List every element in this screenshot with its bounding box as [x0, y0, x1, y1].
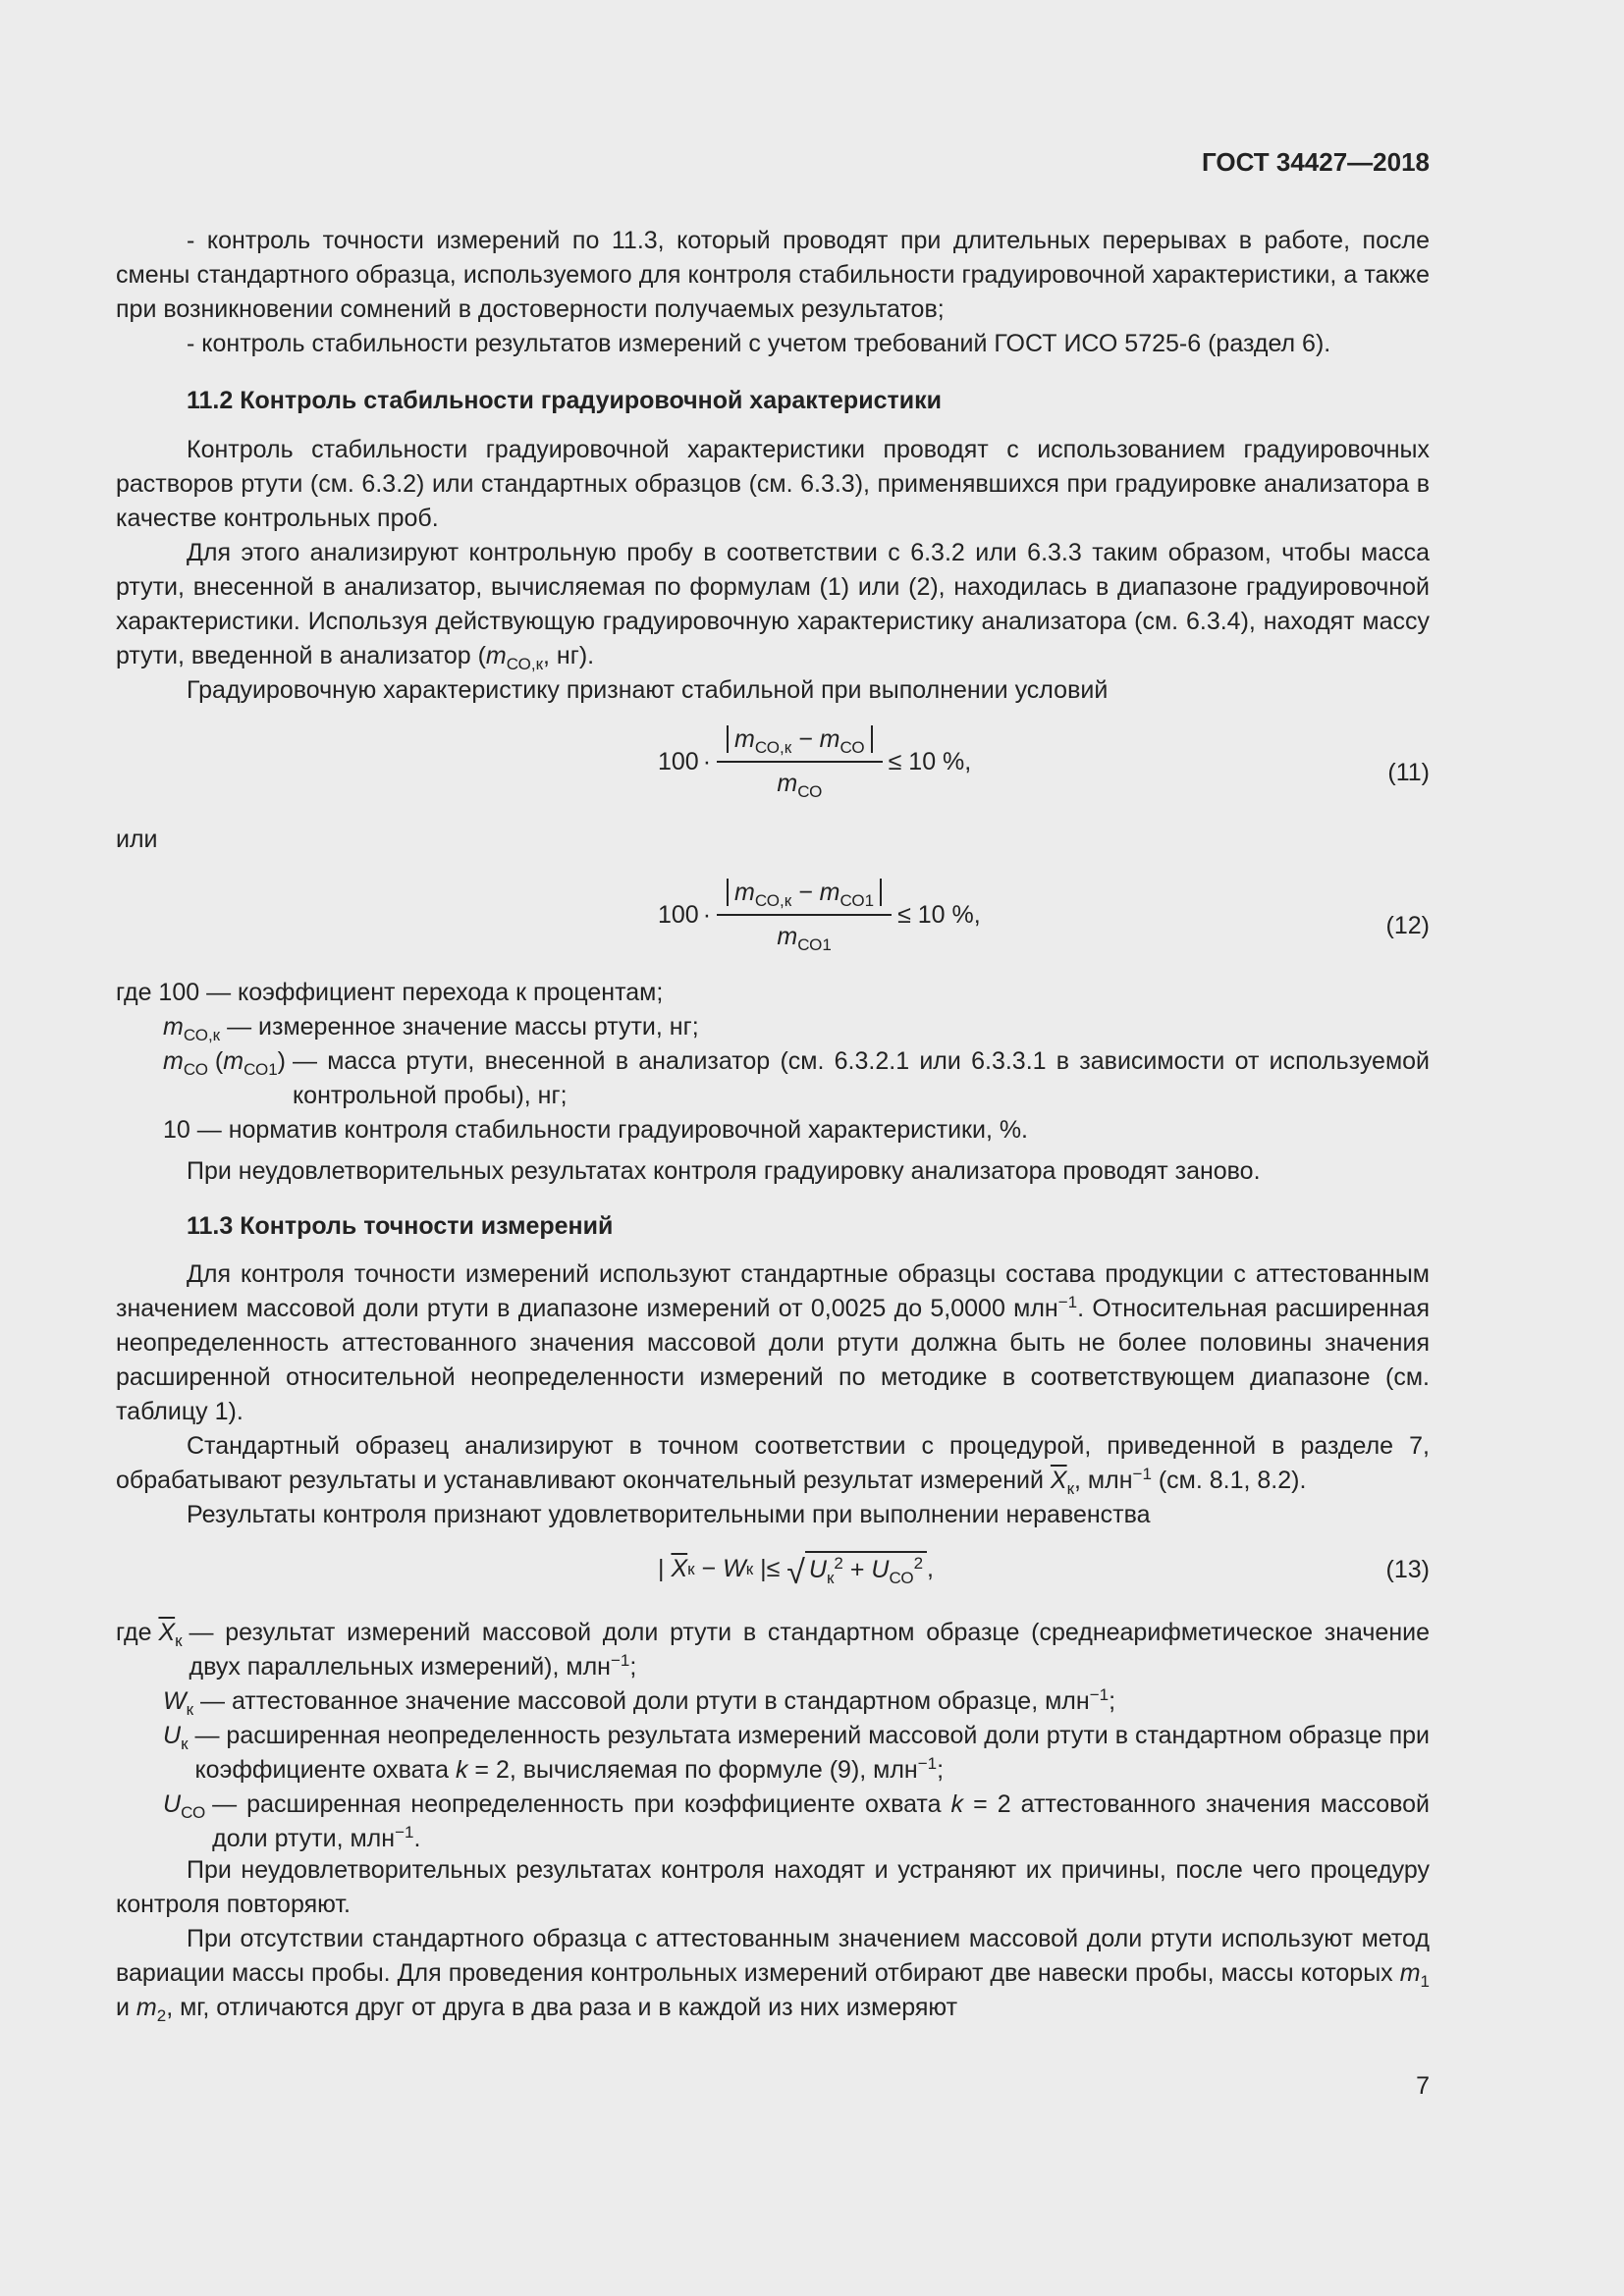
formula-fraction: $\frac{m_{СО,к} - m_{СО}}{m_{СО}}$	[717, 722, 883, 801]
formula-dot: ·	[702, 747, 712, 775]
section-11-3-body	[116, 1257, 1430, 1532]
or-text: или	[116, 826, 158, 853]
paragraph-analysis: Стандартный образец анализируют в точном соответствии с процедурой, приведенной в разделе 7, обрабатывают результаты и устанавливают окончательный результат измерений $\overline{X}_к$, млн$^{-1}$ (см. 8.1, 8.2).	[116, 1432, 1430, 1498]
paragraph-inequality: Результаты контроля признают удовлетворительными при выполнении неравенства	[187, 1501, 1151, 1528]
formula-13: | $\overline{X}$ к − W к |≤ √ $U_к^2 + U_{СО}^2$ , (13)	[116, 1545, 1430, 1604]
section-title: 11.2 Контроль стабильности градуировочной характеристики	[187, 387, 942, 414]
page-number: 7	[1416, 2072, 1430, 2100]
list-item-stability: - контроль стабильности результатов измерений с учетом требований ГОСТ ИСО 5725-6 (раздел 6).	[187, 330, 1331, 357]
sqrt-expression: √ $U_к^2 + U_{СО}^2$	[786, 1551, 927, 1587]
definitions-block-2	[116, 1616, 1430, 1856]
section-11-3-ending	[116, 1853, 1430, 2025]
paragraph-repeat: При неудовлетворительных результатах контроля градуировку анализатора проводят заново.	[187, 1157, 1261, 1185]
formula-rhs: ≤ 10 %,	[888, 747, 972, 775]
definition-uco: $U_{СО}$ — расширенная неопределенность при коэффициенте охвата k = 2 аттестованного значения массовой доли ртути, млн$^{-1}$.	[163, 1790, 1431, 1852]
definition-introduced: $m_{СО}$ $(m_{СО1})$ — масса ртути, внесенной в анализатор (см. 6.3.2.1 или 6.3.3.1 в зависимости от используемой контрольной пробы), нг;	[163, 1047, 1430, 1109]
section-11-3-heading	[116, 1209, 1430, 1244]
definition-norm: 10 — норматив контроля стабильности градуировочной характеристики, %.	[163, 1116, 1029, 1144]
definition-uk: $U_к$ — расширенная неопределенность результата измерений массовой доли ртути в стандартном образце при коэффициенте охвата k = 2, вычисляемая по формуле (9), млн$^{-1}$;	[163, 1722, 1430, 1784]
paragraph-variation-method: При отсутствии стандартного образца с аттестованным значением массовой доли ртути используют метод вариации массы пробы. Для проведения контрольных измерений отбирают две навески пробы, массы которых $m_1$ и $m_2$, мг, отличаются друг от друга в два раза и в каждой из них измеряют	[116, 1925, 1430, 2025]
formula-coefficient: 100	[658, 900, 699, 929]
intro-list	[116, 224, 1430, 361]
paragraph-repeat-control: При неудовлетворительных результатах контроля находят и устраняют их причины, после чего процедуру контроля повторяют.	[116, 1856, 1430, 1918]
formula-fraction: $\frac{m_{СО,к} - m_{СО1}}{m_{СО1}}$	[717, 876, 892, 954]
or-connector	[116, 823, 1430, 857]
section-11-2-heading	[116, 384, 1430, 418]
definition-wk: $W_к$ — аттестованное значение массовой доли ртути в стандартном образце, млн$^{-1}$;	[163, 1685, 1116, 1719]
paragraph-calibration: Контроль стабильности градуировочной характеристики проводят с использованием градуировочных растворов ртути (см. 6.3.2) или стандартных образцов (см. 6.3.3), применявшихся при градуировке анализатора в качестве контрольных проб.	[116, 436, 1430, 532]
equation-number: (12)	[1385, 912, 1430, 939]
standard-number: ГОСТ 34427—2018	[1202, 147, 1430, 177]
paragraph-text-end: , нг).	[543, 642, 595, 669]
definition-measured: $m_{СО,к}$ — измеренное значение массы ртути, нг;	[163, 1013, 699, 1044]
equation-number: (11)	[1387, 759, 1430, 786]
definitions-block-1	[116, 976, 1430, 1148]
definition-xk: где $\overline{X}_к$ — результат измерений массовой доли ртути в стандартном образце (среднеарифметическое значение двух параллельных измерений), млн$^{-1}$;	[116, 1619, 1430, 1681]
formula-dot: ·	[702, 900, 712, 929]
formula-11	[116, 717, 1430, 825]
paragraph-procedure: Для этого анализируют контрольную пробу в соответствии с 6.3.2 или 6.3.3 таким образом, чтобы масса ртути, внесенной в анализатор, вычисляемая по формулам (1) или (2), находилась в диапазоне градуировочной характеристики. Используя действующую градуировочную характеристику анализатора (см. 6.3.4), находят массу ртути, введенной в анализатор ($m_{СО,к}$, нг).	[116, 539, 1430, 673]
paragraph-repeat-block	[116, 1154, 1430, 1189]
formula-coefficient: 100	[658, 747, 699, 775]
list-item-accuracy: - контроль точности измерений по 11.3, который проводят при длительных перерывах в работе, после смены стандартного образца, используемого для контроля стабильности градуировочной характеристики, а также при возникновении сомнений в достоверности получаемых результатов;	[116, 227, 1430, 323]
definition-coefficient: где 100 — коэффициент перехода к процентам;	[116, 979, 664, 1006]
paragraph-reference-materials: Для контроля точности измерений используют стандартные образцы состава продукции с аттестованным значением массовой доли ртути в диапазоне измерений от 0,0025 до 5,0000 млн$^{-1}$. Относительная расширенная неопределенность аттестованного значения массовой доли ртути должна быть не более половины значения расширенной относительной неопределенности измерений по методике в соответствующем диапазоне (см. таблицу 1).	[116, 1260, 1430, 1425]
paragraph-text: Для этого анализируют контрольную пробу в соответствии с 6.3.2 или 6.3.3 таким образом, чтобы масса ртути, внесенной в анализатор, вычисляемая по формулам (1) или (2), находилась в диапазоне градуировочной характеристики. Используя действующую градуировочную характеристику анализатора (см. 6.3.4), находят массу ртути, введенной в анализатор (	[116, 539, 1430, 669]
section-title: 11.3 Контроль точности измерений	[187, 1212, 614, 1240]
section-11-2-body	[116, 433, 1430, 708]
paragraph-condition: Градуировочную характеристику признают стабильной при выполнении условий	[187, 676, 1109, 704]
equation-number: (13)	[1385, 1556, 1430, 1583]
formula-rhs: ≤ 10 %,	[897, 900, 981, 929]
formula-12	[116, 870, 1430, 978]
